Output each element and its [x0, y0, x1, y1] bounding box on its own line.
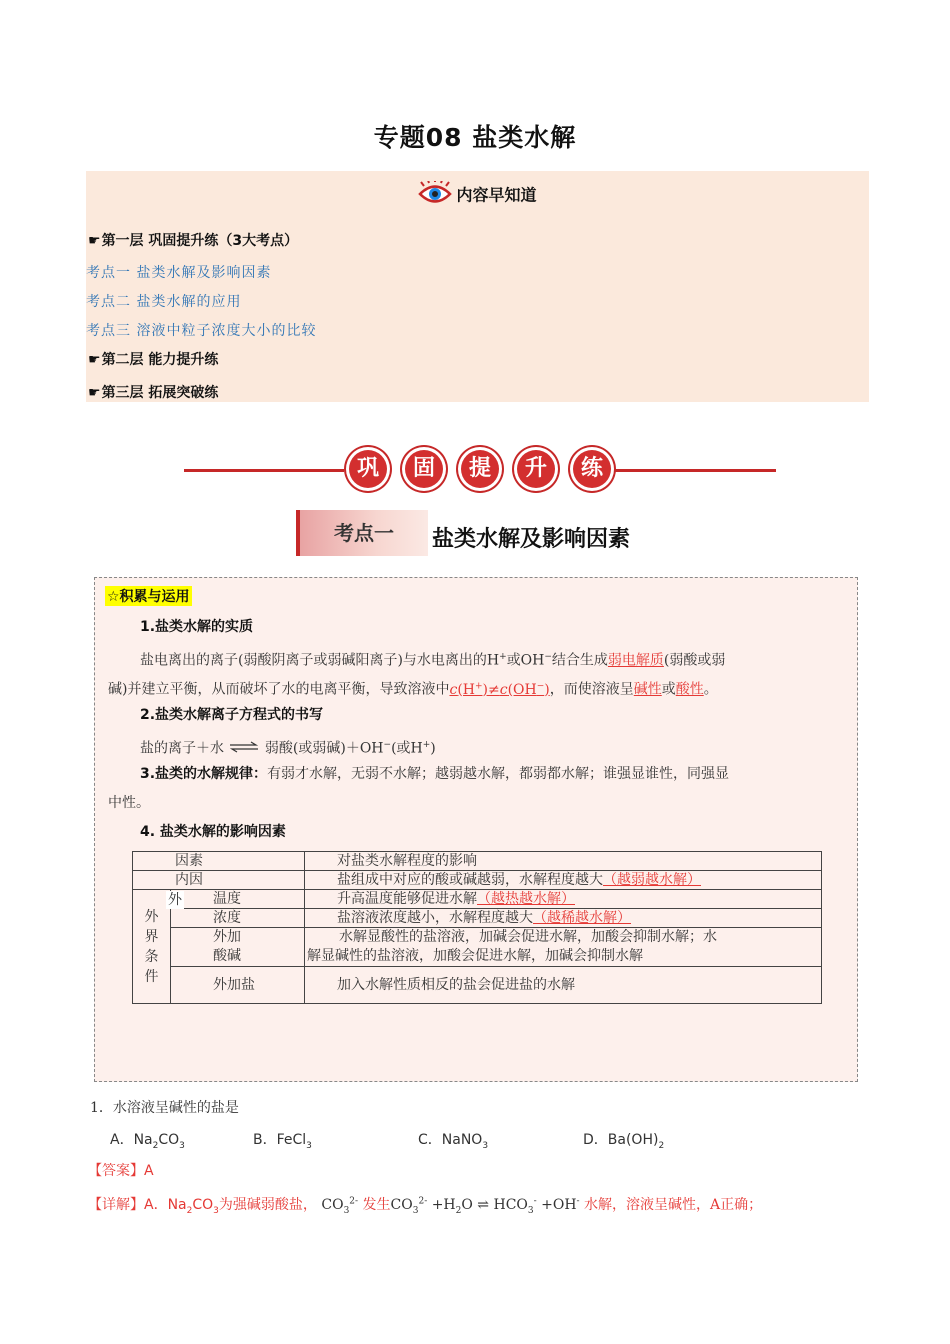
section-2-equation: 盐的离子＋水 弱酸(或弱碱)＋OH−(或H+): [140, 740, 436, 757]
text: 或: [661, 681, 676, 698]
toc-panel: [86, 171, 869, 402]
text: 水解，溶液呈碱性，A正确；: [584, 1197, 763, 1213]
pointing-hand-icon: ☛: [88, 352, 101, 368]
table-cell-wai: 外: [168, 892, 182, 908]
text: 结合生成: [551, 652, 608, 669]
section-2-title: 2.盐类水解离子方程式的书写: [140, 707, 324, 723]
toc-layer-1[interactable]: [88, 230, 298, 250]
banner-char: 固: [405, 450, 443, 488]
table-cell-outer-conditions: [133, 890, 171, 1004]
text: 水解显酸性的盐溶液，加碱会促进水解，加酸会抑制水解；水: [339, 929, 717, 945]
text: 弱酸(或弱碱)＋OH: [264, 740, 384, 757]
text: 盐电离出的离子(弱酸阴离子或弱碱阳离子)与水电离出的H: [140, 652, 500, 669]
page-title: 专题08 盐类水解: [373, 123, 577, 152]
table-row: [133, 871, 822, 890]
table-cell: [305, 871, 822, 890]
table-row: [133, 890, 822, 909]
knowledge-label: ☆积累与运用: [105, 586, 192, 606]
table-cell: [171, 928, 305, 967]
table-cell: 内因: [133, 871, 305, 890]
text: D．Ba(OH): [583, 1132, 659, 1148]
text: c: [449, 681, 458, 698]
answer-blank: c(H+)≠c(OH−): [449, 681, 550, 698]
answer-blank: 酸性: [675, 681, 704, 698]
text: 。: [703, 681, 718, 698]
carbonate-formula: $CO_3^{2-}$: [321, 1196, 359, 1216]
section-1-title: 1.盐类水解的实质: [140, 619, 254, 635]
equilibrium-arrow-icon: [228, 741, 260, 757]
question-stem: 1．水溶液呈碱性的盐是: [90, 1100, 239, 1116]
section-1-line-2: [108, 672, 853, 705]
table-cell: 温度: [171, 890, 305, 909]
text: 外: [144, 908, 159, 925]
pointing-hand-icon: ☛: [88, 385, 101, 401]
banner-char: 升: [517, 450, 555, 488]
text: 盐的离子＋水: [140, 740, 224, 757]
text: 有弱才水解，无弱不水解；越弱越水解，都弱都水解；谁强显谁性，同强显: [267, 766, 730, 782]
pointing-hand-icon: ☛: [88, 233, 101, 249]
text: C．NaNO: [418, 1132, 483, 1148]
text: 【答案】: [88, 1163, 144, 1179]
text: 解显碱性的盐溶液，加酸会促进水解，加碱会抑制水解: [307, 948, 643, 964]
section-3-title: 3.盐类的水解规律：: [140, 766, 268, 782]
text: 盐溶液浓度越小，水解程度越大: [337, 910, 533, 926]
option-d[interactable]: D．$Ba(OH)_2$: [583, 1132, 665, 1151]
text: ，而使溶液呈: [549, 681, 634, 698]
text: ): [544, 681, 550, 698]
kaodian-title: 盐类水解及影响因素: [432, 527, 631, 552]
text: 发生: [362, 1197, 391, 1213]
hydrolysis-equation: $CO_3^{2-} +H_2O$ ⇌ $HCO_3^- +OH^-$: [390, 1196, 580, 1216]
text: 或OH: [506, 652, 545, 669]
toc-heading-text: 内容早知道: [456, 185, 537, 205]
section-3-line-2: 中性。: [108, 795, 150, 811]
text: 酸碱: [213, 948, 241, 964]
toc-layer-1-label: 第一层 巩固提升练（3大考点）: [101, 233, 299, 249]
text: 升高温度能够促进水解: [337, 891, 477, 907]
text: 盐组成中对应的酸或碱越弱，水解程度越大: [337, 872, 603, 888]
option-c[interactable]: C．NaNO$_3$: [418, 1132, 489, 1151]
text: 碱)并建立平衡，从而破坏了水的电离平衡，导致溶液中: [108, 681, 450, 698]
banner-line-right: [612, 469, 776, 472]
answer-line: [88, 1160, 154, 1180]
banner-char: 练: [573, 450, 611, 488]
toc-point-1[interactable]: 考点一 盐类水解及影响因素: [86, 265, 272, 281]
toc-point-2[interactable]: 考点二 盐类水解的应用: [86, 294, 242, 310]
toc-layer-3-label: 第三层 拓展突破练: [101, 385, 219, 401]
section-4-title: 4. 盐类水解的影响因素: [140, 824, 286, 840]
table-header-cell: 因素: [133, 852, 305, 871]
text: )≠: [482, 681, 500, 698]
text: 【详解】: [88, 1197, 144, 1213]
section-3: [140, 760, 852, 789]
option-b[interactable]: B．FeCl$_3$: [253, 1132, 312, 1151]
text: 界: [144, 928, 159, 945]
answer-value: A: [144, 1163, 154, 1179]
text: B．FeCl: [253, 1132, 307, 1148]
banner-char: 巩: [349, 450, 387, 488]
table-cell: [305, 909, 822, 928]
text: 为强碱弱酸盐，: [218, 1197, 317, 1213]
option-a[interactable]: A．$Na_2CO_3$: [110, 1132, 185, 1151]
detail-line: 【详解】A．$Na_2CO_3$为强碱弱酸盐， $CO_3^{2-}$ 发生$CO_3^{2-} +H_2O$ ⇌ $HCO_3^- +OH^-$ 水解，溶液呈碱性，A正确；: [88, 1196, 763, 1216]
text: 条: [144, 948, 159, 965]
text: ): [430, 740, 436, 757]
toc-point-3[interactable]: 考点三 溶液中粒子浓度大小的比较: [86, 323, 317, 339]
text: 外加: [213, 929, 241, 945]
table-row: [133, 967, 822, 1004]
table-row: [133, 928, 822, 967]
text: 件: [144, 968, 159, 985]
toc-layer-3[interactable]: [88, 382, 218, 402]
banner-char: 提: [461, 450, 499, 488]
answer-blank: 弱电解质: [607, 652, 664, 669]
table-cell: 外加盐: [171, 967, 305, 1004]
toc-layer-2[interactable]: [88, 349, 218, 369]
text: (OH: [507, 681, 537, 698]
text: (H: [457, 681, 475, 698]
kaodian-tag: 考点一: [296, 510, 428, 556]
text: A．Na: [144, 1197, 187, 1213]
answer-blank: （越稀越水解）: [533, 910, 631, 926]
table-row: [133, 852, 822, 871]
text: (弱酸或弱: [663, 652, 726, 669]
text: c: [499, 681, 508, 698]
table-cell: [305, 928, 822, 967]
toc-layer-2-label: 第二层 能力提升练: [101, 352, 219, 368]
table-header-cell: 对盐类水解程度的影响: [305, 852, 822, 871]
answer-blank: （越弱越水解）: [603, 872, 701, 888]
table-row: [133, 909, 822, 928]
answer-blank: （越热越水解）: [477, 891, 575, 907]
text: (或H: [391, 740, 423, 757]
section-1-line-1: 盐电离出的离子(弱酸阴离子或弱碱阳离子)与水电离出的H+或OH−结合生成弱电解质(弱酸或弱: [140, 652, 726, 669]
table-cell: 加入水解性质相反的盐会促进盐的水解: [305, 967, 822, 1004]
toc-heading: [86, 181, 869, 211]
factors-table: [132, 851, 822, 1004]
answer-blank: 碱性: [633, 681, 662, 698]
banner-line-left: [184, 469, 344, 472]
text: A．Na: [110, 1132, 153, 1148]
table-cell: [305, 890, 822, 909]
table-cell: 浓度: [171, 909, 305, 928]
eye-icon: [418, 181, 452, 211]
